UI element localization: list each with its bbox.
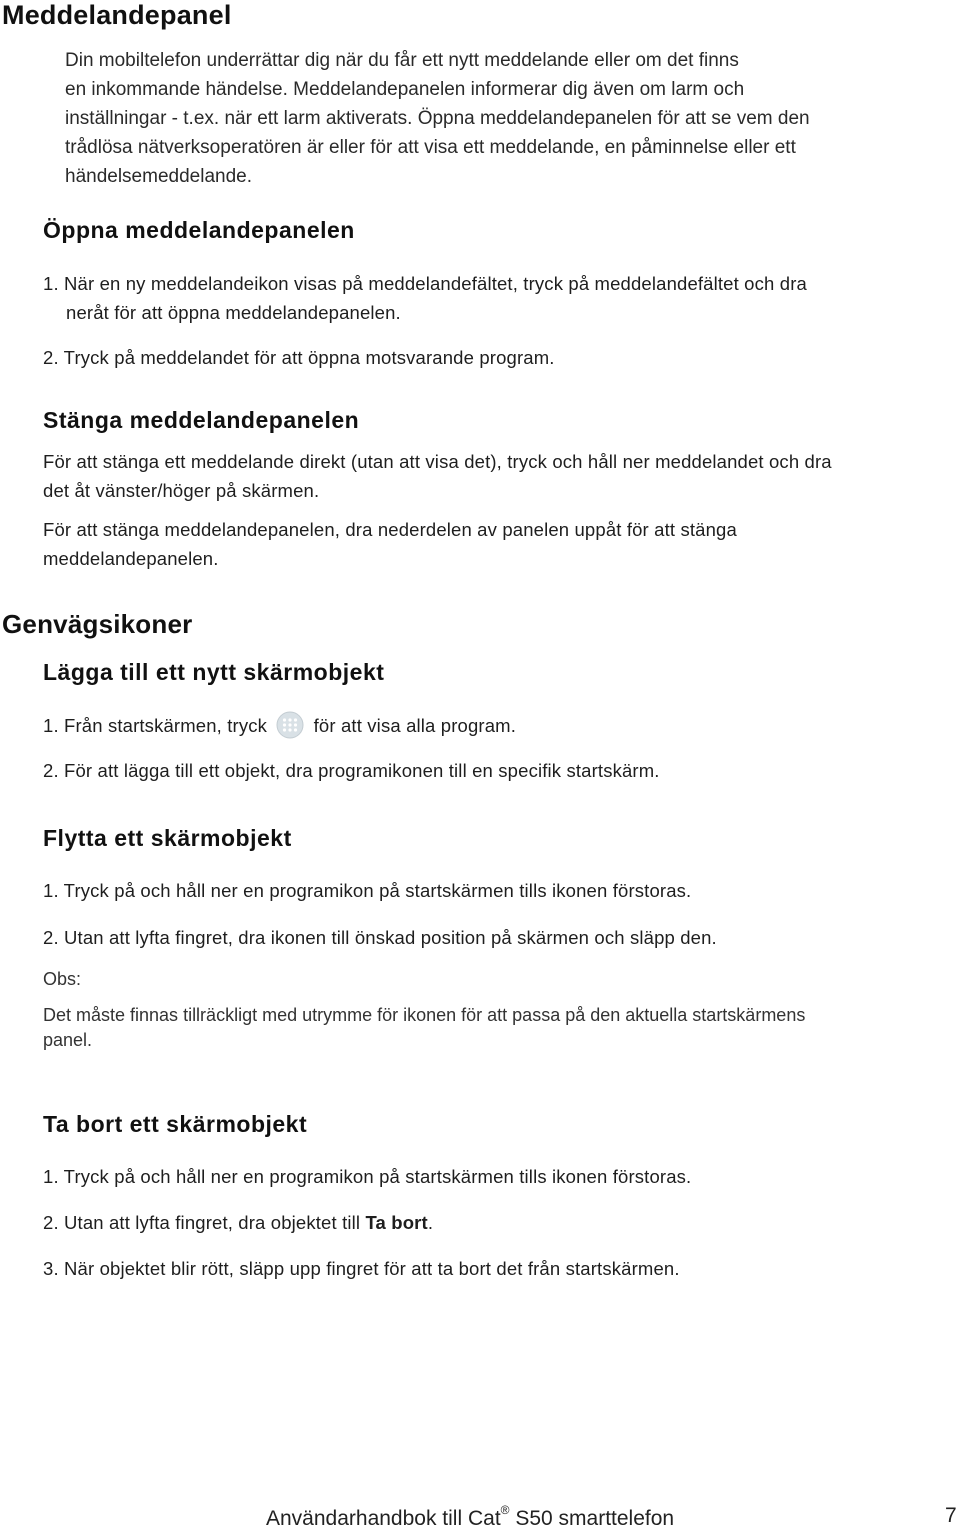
open-panel-step-1: 1. När en ny meddelandeikon visas på meddelandefältet, tryck på meddelandefältet och dra bbox=[43, 273, 807, 294]
intro-line: inställningar - t.ex. när ett larm aktiverats. Öppna meddelandepanelen för att se vem den bbox=[65, 108, 810, 129]
add-item-step-2: 2. För att lägga till ett objekt, dra programikonen till en specifik startskärm. bbox=[43, 760, 660, 781]
intro-line: en inkommande händelse. Meddelandepanelen informerar dig även om larm och bbox=[65, 79, 745, 100]
note-label: Obs: bbox=[43, 969, 82, 989]
footer-text-after: S50 smarttelefon bbox=[509, 1507, 675, 1530]
remove-item-heading: Ta bort ett skärmobjekt bbox=[43, 1111, 308, 1137]
close-panel-heading: Stänga meddelandepanelen bbox=[43, 407, 360, 433]
intro-line: Din mobiltelefon underrättar dig när du får ett nytt meddelande eller om det finns bbox=[65, 50, 739, 71]
add-item-heading: Lägga till ett nytt skärmobjekt bbox=[43, 659, 385, 685]
page-number: 7 bbox=[945, 1504, 957, 1527]
close-panel-para-1-cont: det åt vänster/höger på skärmen. bbox=[43, 480, 320, 501]
footer-text-before: Användarhandbok till Cat bbox=[266, 1507, 501, 1530]
app-drawer-icon bbox=[276, 711, 304, 739]
close-panel-para-1: För att stänga ett meddelande direkt (utan att visa det), tryck och håll ner meddelandet och dra bbox=[43, 451, 832, 472]
note-text-cont: panel. bbox=[43, 1030, 93, 1050]
move-item-heading: Flytta ett skärmobjekt bbox=[43, 825, 292, 851]
remove-item-step-2-after: . bbox=[427, 1212, 434, 1233]
remove-item-step-2-before: 2. Utan att lyfta fingret, dra objektet till bbox=[43, 1212, 366, 1233]
open-panel-heading: Öppna meddelandepanelen bbox=[43, 217, 355, 243]
registered-mark: ® bbox=[500, 1503, 510, 1517]
intro-line: trådlösa nätverksoperatören är eller för att visa ett meddelande, en påminnelse eller ett bbox=[65, 137, 796, 158]
note-text: Det måste finnas tillräckligt med utrymme för ikonen för att passa på den aktuella startskärmens bbox=[43, 1005, 806, 1025]
remove-item-step-1: 1. Tryck på och håll ner en programikon på startskärmen tills ikonen förstoras. bbox=[43, 1166, 692, 1187]
footer-title bbox=[266, 1503, 675, 1531]
add-item-step-1 bbox=[43, 713, 516, 741]
intro-line: händelsemeddelande. bbox=[65, 166, 252, 187]
add-item-step-1-after: för att visa alla program. bbox=[313, 714, 516, 736]
move-item-step-2: 2. Utan att lyfta fingret, dra ikonen till önskad position på skärmen och släpp den. bbox=[43, 927, 717, 948]
add-item-step-1-before: 1. Från startskärmen, tryck bbox=[43, 714, 268, 736]
remove-target-label: Ta bort bbox=[365, 1212, 428, 1233]
open-panel-step-1-cont: neråt för att öppna meddelandepanelen. bbox=[66, 302, 401, 323]
close-panel-para-2: För att stänga meddelandepanelen, dra nederdelen av panelen uppåt för att stänga bbox=[43, 519, 737, 540]
shortcuts-title: Genvägsikoner bbox=[2, 609, 193, 639]
remove-item-step-2 bbox=[43, 1212, 433, 1234]
move-item-step-1: 1. Tryck på och håll ner en programikon på startskärmen tills ikonen förstoras. bbox=[43, 880, 692, 901]
close-panel-para-2-cont: meddelandepanelen. bbox=[43, 548, 219, 569]
page-title: Meddelandepanel bbox=[2, 0, 232, 30]
remove-item-step-3: 3. När objektet blir rött, släpp upp fingret för att ta bort det från startskärmen. bbox=[43, 1258, 680, 1279]
open-panel-step-2: 2. Tryck på meddelandet för att öppna motsvarande program. bbox=[43, 347, 555, 368]
